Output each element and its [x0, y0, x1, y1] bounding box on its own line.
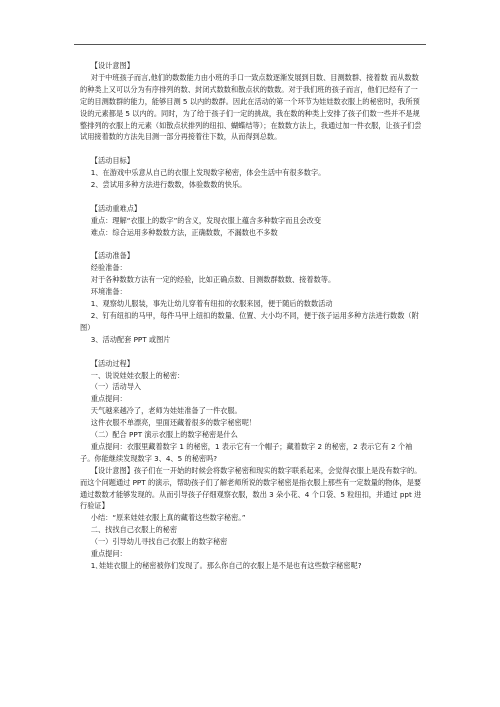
process-step2: （二）配合 PPT 演示衣服上的数字秘密是什么 — [90, 430, 238, 440]
goal-item: 2、尝试用多种方法进行数数，体验数数的快乐。 — [90, 180, 247, 190]
key-difficulty: 难点：综合运用多种数数方法，正确数数，不漏数也不多数 — [90, 227, 278, 237]
design-heading: 【设计意图】 — [90, 61, 134, 70]
process-focus-label: 重点提问： — [90, 549, 127, 559]
prep-item: 3、活动配套 PPT 或图片 — [90, 334, 171, 344]
process-question: 重点提问：衣服里藏着数字 1 的秘密，1 表示它有一个帽子；藏着数字 2 的秘密，2 表示它有 2 个袖子。你能继续发现数字 3、4、5 的秘密吗? — [80, 441, 413, 463]
process-question: 天气越来越冷了，老师为娃娃准备了一件衣服。 — [90, 406, 242, 416]
process-step1: （一）活动导入 — [90, 382, 142, 392]
prep-heading: 【活动准备】 — [90, 251, 134, 261]
design-paragraph: 对于中班孩子而言,他们的数数能力由小班的手口一致点数逐渐发展到目数、目测数群、接着数 而从数数的种类上又可以分为有序排列的数、封闭式数数和散点状的数数。对于我们班的孩子而言，他们已经有了一定的目测数群的能力，能够目测 5 以内的数群。因此在活动的第一个环节为娃娃数衣服上的秘密时，我所预设的元素都是 5 以内的。同时，为了给于孩子们一定的挑战，我在数的种类上安排了孩子们数一些并不是规整排列的衣服上的元素（如散点状排列的纽扣、蝴蝶结等）；在数数方法上，我通过加一件衣服，让孩子们尝试用接着数的方法先目测一部分再接着往下数，从而得到总数。 — [80, 72, 422, 142]
process-part1: 一、说说娃娃衣服上的秘密： — [90, 370, 185, 380]
process-summary: 小结：“原来娃娃衣服上真的藏着这些数字秘密。” — [90, 513, 246, 523]
process-focus-label: 重点提问： — [90, 394, 127, 404]
process-part2: 二、找找自己衣服上的秘密 — [90, 525, 178, 535]
key-focus: 重点：理解“衣服上的数字”的含义，发现衣服上蕴含多种数字而且会改变 — [90, 215, 322, 225]
prep-item: 2、钉有纽扣的马甲，每件马甲上纽扣的数量、位置、大小均不同，便于孩子运用多种方法进行数数（附图） — [80, 310, 419, 332]
process-heading: 【活动过程】 — [90, 358, 134, 368]
key-heading: 【活动重难点】 — [90, 203, 142, 213]
document-body — [80, 60, 422, 572]
prep-env-label: 环境准备： — [90, 287, 127, 297]
process-question: 这件衣服不单漂亮，里面还藏着很多的数字秘密呢！ — [90, 418, 257, 428]
process-design-note: 【设计意图】孩子们在一开始的时候会将数字秘密和现实的数字联系起来，会觉得衣服上是没有数字的。而这个问题通过 PPT 的演示，帮助孩子们了解老师所说的数字秘密是指衣服上那些有一定数量的物体，是要通过数数才能够发现的。从而引导孩子仔细观察衣服，数出 3 朵小花、4 个口袋、5 粒纽扣，并通过 ppt 进行验证】 — [80, 465, 422, 511]
goals-heading: 【活动目标】 — [90, 156, 134, 166]
header-rule — [74, 44, 426, 45]
process-question: 1､娃娃衣服上的秘密被你们发现了。那么你自己的衣服上是不是也有这些数字秘密呢? — [90, 561, 362, 570]
process-step3: （一）引导幼儿寻找自己衣服上的数字秘密 — [90, 537, 228, 547]
prep-item: 1、观察幼儿服装，事先让幼儿穿着有纽扣的衣服来园，便于随后的数数活动 — [90, 299, 333, 309]
prep-exp-label: 经验准备： — [90, 263, 127, 273]
prep-exp-text: 对于各种数数方法有一定的经验，比如正确点数、目测数群数数、接着数等。 — [90, 275, 336, 285]
goal-item: 1、在游戏中乐意从自己的衣服上发现数字秘密，体会生活中有很多数字。 — [90, 168, 326, 178]
